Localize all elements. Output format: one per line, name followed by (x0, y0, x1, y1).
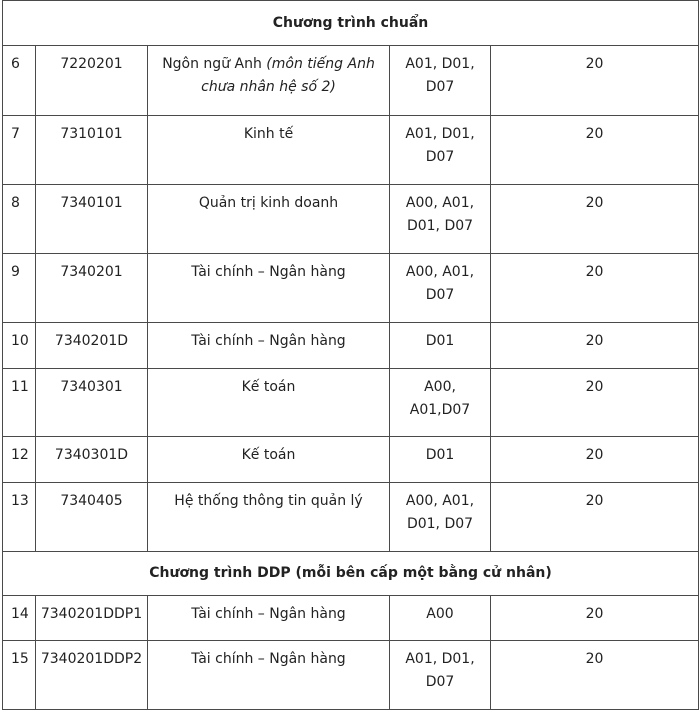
quota: 20 (491, 369, 699, 437)
row-number: 8 (3, 185, 36, 254)
major-code: 7340405 (36, 483, 148, 552)
major-code: 7310101 (36, 116, 148, 185)
major-code: 7220201 (36, 46, 148, 116)
major-name: Tài chính – Ngân hàng (148, 641, 390, 710)
quota: 20 (491, 483, 699, 552)
major-name: Tài chính – Ngân hàng (148, 254, 390, 323)
row-number: 10 (3, 323, 36, 369)
subject-combinations: A00, A01,D07 (390, 369, 491, 437)
row-number: 9 (3, 254, 36, 323)
section-title-ddp: Chương trình DDP (mỗi bên cấp một bằng cử nhân) (3, 552, 699, 596)
major-note: (môn tiếng Anh chưa nhân hệ số 2) (201, 56, 375, 95)
major-name: Kinh tế (148, 116, 390, 185)
major-name: Tài chính – Ngân hàng (148, 323, 390, 369)
subject-combinations: D01 (390, 323, 491, 369)
major-code: 7340101 (36, 185, 148, 254)
quota: 20 (491, 641, 699, 710)
major-name: Kế toán (148, 437, 390, 483)
table-row (3, 483, 699, 552)
major-code: 7340201D (36, 323, 148, 369)
table-row (3, 254, 699, 323)
row-number: 6 (3, 46, 36, 116)
subject-combinations: A00 (390, 596, 491, 641)
row-number: 14 (3, 596, 36, 641)
major-code: 7340301 (36, 369, 148, 437)
section-title-standard: Chương trình chuẩn (3, 1, 699, 46)
section-header-row (3, 552, 699, 596)
admissions-table (2, 0, 699, 710)
row-number: 11 (3, 369, 36, 437)
quota: 20 (491, 596, 699, 641)
quota: 20 (491, 185, 699, 254)
quota: 20 (491, 254, 699, 323)
row-number: 15 (3, 641, 36, 710)
table-row (3, 116, 699, 185)
major-name: Tài chính – Ngân hàng (148, 596, 390, 641)
subject-combinations: A00, A01, D01, D07 (390, 483, 491, 552)
row-number: 12 (3, 437, 36, 483)
subject-combinations: A01, D01, D07 (390, 46, 491, 116)
major-name: Ngôn ngữ Anh (162, 56, 267, 72)
major-name: Quản trị kinh doanh (148, 185, 390, 254)
major-name: Kế toán (148, 369, 390, 437)
table-row (3, 641, 699, 710)
quota: 20 (491, 46, 699, 116)
row-number: 13 (3, 483, 36, 552)
subject-combinations: A00, A01, D01, D07 (390, 185, 491, 254)
major-name: Hệ thống thông tin quản lý (148, 483, 390, 552)
quota: 20 (491, 437, 699, 483)
table-row (3, 437, 699, 483)
subject-combinations: A00, A01, D07 (390, 254, 491, 323)
major-code: 7340201DDP1 (36, 596, 148, 641)
quota: 20 (491, 323, 699, 369)
subject-combinations: A01, D01, D07 (390, 641, 491, 710)
table-row (3, 596, 699, 641)
table-row (3, 185, 699, 254)
quota: 20 (491, 116, 699, 185)
section-header-row (3, 1, 699, 46)
table-row (3, 46, 699, 116)
major-code: 7340201 (36, 254, 148, 323)
table-row (3, 323, 699, 369)
table-row (3, 369, 699, 437)
row-number: 7 (3, 116, 36, 185)
major-code: 7340201DDP2 (36, 641, 148, 710)
major-code: 7340301D (36, 437, 148, 483)
subject-combinations: A01, D01, D07 (390, 116, 491, 185)
major-name-cell (148, 46, 390, 116)
subject-combinations: D01 (390, 437, 491, 483)
